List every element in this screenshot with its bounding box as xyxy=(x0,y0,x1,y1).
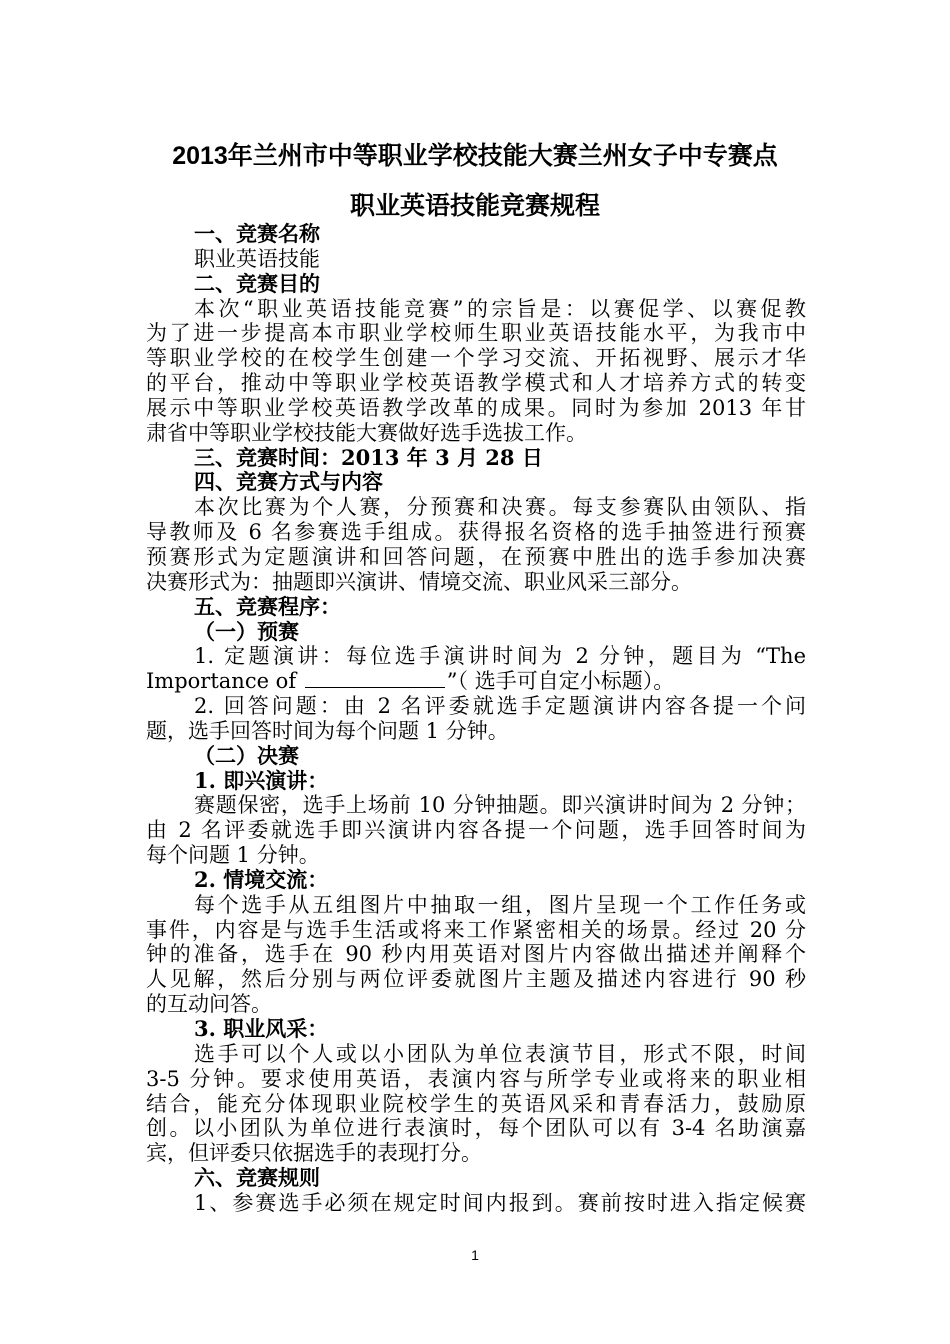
section-heading: 二、竞赛目的 xyxy=(194,270,320,296)
paragraph-line: 每个选手从五组图片中抽取一组，图片呈现一个工作任务或 xyxy=(194,892,806,917)
text-fragment: Importance of xyxy=(146,669,297,694)
item-heading: 3. 职业风采： xyxy=(194,1016,329,1041)
paragraph-line: 为了进一步提高本市职业学校师生职业英语技能水平，为我市中 xyxy=(146,321,806,346)
section-heading xyxy=(146,470,806,495)
paragraph-line: 选手可以个人或以小团队为单位表演节目，形式不限，时间 xyxy=(194,1041,806,1066)
paragraph-line: 事件，内容是与选手生活或将来工作紧密相关的场景。经过 20 分 xyxy=(146,917,806,942)
paragraph-line: 导教师及 6 名参赛选手组成。获得报名资格的选手抽签进行预赛 xyxy=(146,520,806,545)
section-heading: 六、竞赛规则 xyxy=(194,1165,320,1191)
paragraph-line: 由 2 名评委就选手即兴演讲内容各提一个问题，选手回答时间为 xyxy=(146,818,806,843)
paragraph-line: 人见解，然后分别与两位评委就图片主题及描述内容进行 90 秒 xyxy=(146,967,806,992)
paragraph-line: 本次“职业英语技能竞赛”的宗旨是：以赛促学、以赛促教 xyxy=(194,296,806,321)
paragraph-line: 宾，但评委只依据选手的表现打分。 xyxy=(146,1141,482,1166)
paragraph-line: 职业英语技能 xyxy=(194,246,320,271)
item-heading: 2. 情境交流： xyxy=(194,866,329,892)
text-fragment: ”（ 选手可自定小标题）。 xyxy=(446,669,675,694)
paragraph-line: 等职业学校的在校学生创建一个学习交流、开拓视野、展示才华 xyxy=(146,346,806,371)
paragraph-line: 1. 定题演讲：每位选手演讲时间为 2 分钟，题目为 “The xyxy=(194,644,806,669)
paragraph-line: 赛题保密，选手上场前 10 分钟抽题。即兴演讲时间为 2 分钟； xyxy=(194,793,806,818)
section-heading-text: 四、竞赛方式与内容 xyxy=(194,469,383,495)
subsection-heading: （二）决赛 xyxy=(194,742,299,768)
paragraph-line: 1、参赛选手必须在规定时间内报到。赛前按时进入指定候赛 xyxy=(194,1190,806,1215)
document-body xyxy=(146,222,806,1216)
section-heading: 一、竞赛名称 xyxy=(194,221,320,246)
paragraph-line: 2. 回答问题：由 2 名评委就选手定题演讲内容各提一个问 xyxy=(194,694,806,719)
fill-in-blank xyxy=(305,669,445,688)
paragraph-line: 创。以小团队为单位进行表演时，每个团队可以有 3-4 名助演嘉 xyxy=(146,1116,806,1141)
paragraph-line: 每个问题 1 分钟。 xyxy=(146,843,320,868)
paragraph-line: 的互动问答。 xyxy=(146,992,272,1017)
paragraph-line: 钟的准备，选手在 90 秒内用英语对图片内容做出描述并阐释个 xyxy=(146,942,806,967)
item-heading: 1. 即兴演讲： xyxy=(194,767,329,793)
paragraph-line: 3-5 分钟。要求使用英语，表演内容与所学专业或将来的职业相 xyxy=(146,1066,806,1091)
document-title-line-1: 2013年兰州市中等职业学校技能大赛兰州女子中专赛点 xyxy=(172,142,778,170)
section-heading: 三、竞赛时间：2013 年 3 月 28 日 xyxy=(194,444,543,470)
paragraph-line: 题，选手回答时间为每个问题 1 分钟。 xyxy=(146,718,509,743)
paragraph-line xyxy=(146,669,806,694)
paragraph-line: 展示中等职业学校英语教学改革的成果。同时为参加 2013 年甘 xyxy=(146,395,806,420)
paragraph-line: 决赛形式为：抽题即兴演讲、情境交流、职业风采三部分。 xyxy=(146,569,692,594)
subsection-heading: （一）预赛 xyxy=(194,618,299,644)
paragraph-line: 结合，能充分体现职业院校学生的英语风采和青春活力，鼓励原 xyxy=(146,1091,806,1116)
document-title-line-2: 职业英语技能竞赛规程 xyxy=(349,192,600,220)
paragraph-line: 预赛形式为定题演讲和回答问题，在预赛中胜出的选手参加决赛 xyxy=(146,544,806,569)
section-heading: 五、竞赛程序： xyxy=(194,593,341,619)
page-number: 1 xyxy=(471,1247,479,1263)
paragraph-line: 本次比赛为个人赛，分预赛和决赛。每支参赛队由领队、指 xyxy=(194,495,806,520)
paragraph-line: 肃省中等职业学校技能大赛做好选手选拔工作。 xyxy=(146,420,587,445)
paragraph-line: 的平台，推动中等职业学校英语教学模式和人才培养方式的转变 xyxy=(146,371,806,396)
